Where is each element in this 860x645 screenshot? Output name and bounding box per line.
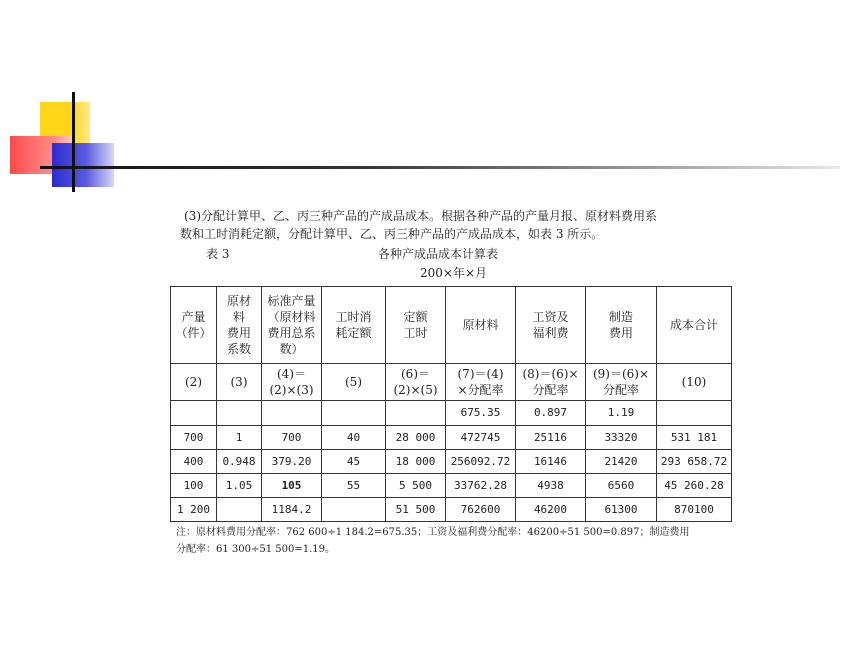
table-row-total-cell-7: 46200 xyxy=(516,498,586,522)
table-row-1 xyxy=(171,426,732,450)
header-row-cell-6: 原材料 xyxy=(446,287,516,364)
paragraph-line-2: 数和工时消耗定额，分配计算甲、乙、丙三种产品的产成品成本，如表 3 所示。 xyxy=(180,227,604,241)
table-row-total-cell-3: 1184.2 xyxy=(262,498,322,522)
header-row-cell-5: 定额 工时 xyxy=(386,287,446,364)
header-row-cell-2: 原材 料 费用 系数 xyxy=(217,287,262,364)
table-row-1-cell-5: 28 000 xyxy=(386,426,446,450)
table-row-total-cell-1: 1 200 xyxy=(171,498,217,522)
note-line-1: 注：原材料费用分配率：762 600÷1 184.2=675.35；工资及福利费分配率：46200÷51 500=0.897；制造费用 xyxy=(176,527,690,538)
table-row-1-cell-8: 33320 xyxy=(586,426,657,450)
table-row-total-cell-9: 870100 xyxy=(657,498,732,522)
table-row-2 xyxy=(171,450,732,474)
table-row-3-cell-3: 105 xyxy=(262,474,322,498)
table-row-2-cell-6: 256092.72 xyxy=(446,450,516,474)
rate-row-cell-1 xyxy=(171,401,217,426)
rate-row-cell-3 xyxy=(262,401,322,426)
formula-row-cell-4: (5) xyxy=(322,364,386,401)
rate-row-cell-9 xyxy=(657,401,732,426)
formula-row xyxy=(171,364,732,401)
rate-row-cell-2 xyxy=(217,401,262,426)
rate-row-cell-6: 675.35 xyxy=(446,401,516,426)
header-row-cell-9: 成本合计 xyxy=(657,287,732,364)
table-row-2-cell-3: 379.20 xyxy=(262,450,322,474)
header-row-cell-7: 工资及 福利费 xyxy=(516,287,586,364)
table-row-3-cell-4: 55 xyxy=(322,474,386,498)
header-row-cell-3: 标准产量 （原材料 费用总系 数） xyxy=(262,287,322,364)
header-row-cell-4: 工时消 耗定额 xyxy=(322,287,386,364)
decor-title-rule xyxy=(40,166,840,169)
table-row-3-cell-2: 1.05 xyxy=(217,474,262,498)
table-row-total-cell-4 xyxy=(322,498,386,522)
rate-row-cell-4 xyxy=(322,401,386,426)
table-row-1-cell-9: 531 181 xyxy=(657,426,732,450)
table-row-3-cell-6: 33762.28 xyxy=(446,474,516,498)
table-row-total xyxy=(171,498,732,522)
table-row-2-cell-1: 400 xyxy=(171,450,217,474)
table-row-2-cell-4: 45 xyxy=(322,450,386,474)
table-row-3-cell-5: 5 500 xyxy=(386,474,446,498)
formula-row-cell-9: (10) xyxy=(657,364,732,401)
table-title: 各种产成品成本计算表 xyxy=(378,247,499,261)
table-row-total-cell-6: 762600 xyxy=(446,498,516,522)
table-row-2-cell-9: 293 658.72 xyxy=(657,450,732,474)
decor-blue-square xyxy=(52,143,114,187)
formula-row-cell-2: (3) xyxy=(217,364,262,401)
cost-table xyxy=(170,286,732,522)
rate-row xyxy=(171,401,732,426)
table-date: 200×年×月 xyxy=(420,266,488,280)
table-row-total-cell-8: 61300 xyxy=(586,498,657,522)
header-row xyxy=(171,287,732,364)
table-row-3-cell-8: 6560 xyxy=(586,474,657,498)
paragraph-line-1: (3)分配计算甲、乙、丙三种产品的产成品成本。根据各种产品的产量月报、原材料费用系 xyxy=(184,209,658,223)
header-row-cell-1: 产量 （件） xyxy=(171,287,217,364)
table-row-3-cell-1: 100 xyxy=(171,474,217,498)
table-row-2-cell-5: 18 000 xyxy=(386,450,446,474)
rate-row-cell-8: 1.19 xyxy=(586,401,657,426)
header-row-cell-8: 制造 费用 xyxy=(586,287,657,364)
table-row-2-cell-2: 0.948 xyxy=(217,450,262,474)
table-row-total-cell-5: 51 500 xyxy=(386,498,446,522)
rate-row-cell-7: 0.897 xyxy=(516,401,586,426)
table-row-1-cell-7: 25116 xyxy=(516,426,586,450)
formula-row-cell-3: (4)＝ (2)×(3) xyxy=(262,364,322,401)
table-row-3-cell-7: 4938 xyxy=(516,474,586,498)
table-row-2-cell-8: 21420 xyxy=(586,450,657,474)
formula-row-cell-5: (6)＝ (2)×(5) xyxy=(386,364,446,401)
formula-row-cell-8: (9)＝(6)× 分配率 xyxy=(586,364,657,401)
formula-row-cell-1: (2) xyxy=(171,364,217,401)
table-row-1-cell-2: 1 xyxy=(217,426,262,450)
formula-row-cell-6: (7)＝(4) ×分配率 xyxy=(446,364,516,401)
table-row-1-cell-1: 700 xyxy=(171,426,217,450)
table-row-1-cell-6: 472745 xyxy=(446,426,516,450)
table-row-total-cell-2 xyxy=(217,498,262,522)
table-row-1-cell-4: 40 xyxy=(322,426,386,450)
table-row-1-cell-3: 700 xyxy=(262,426,322,450)
table-row-3-cell-9: 45 260.28 xyxy=(657,474,732,498)
formula-row-cell-7: (8)＝(6)× 分配率 xyxy=(516,364,586,401)
table-row-2-cell-7: 16146 xyxy=(516,450,586,474)
rate-row-cell-5 xyxy=(386,401,446,426)
note-line-2: 分配率：61 300÷51 500=1.19。 xyxy=(176,544,336,555)
table-row-3 xyxy=(171,474,732,498)
table-number: 表 3 xyxy=(206,247,230,261)
decor-vertical-line xyxy=(72,92,75,192)
